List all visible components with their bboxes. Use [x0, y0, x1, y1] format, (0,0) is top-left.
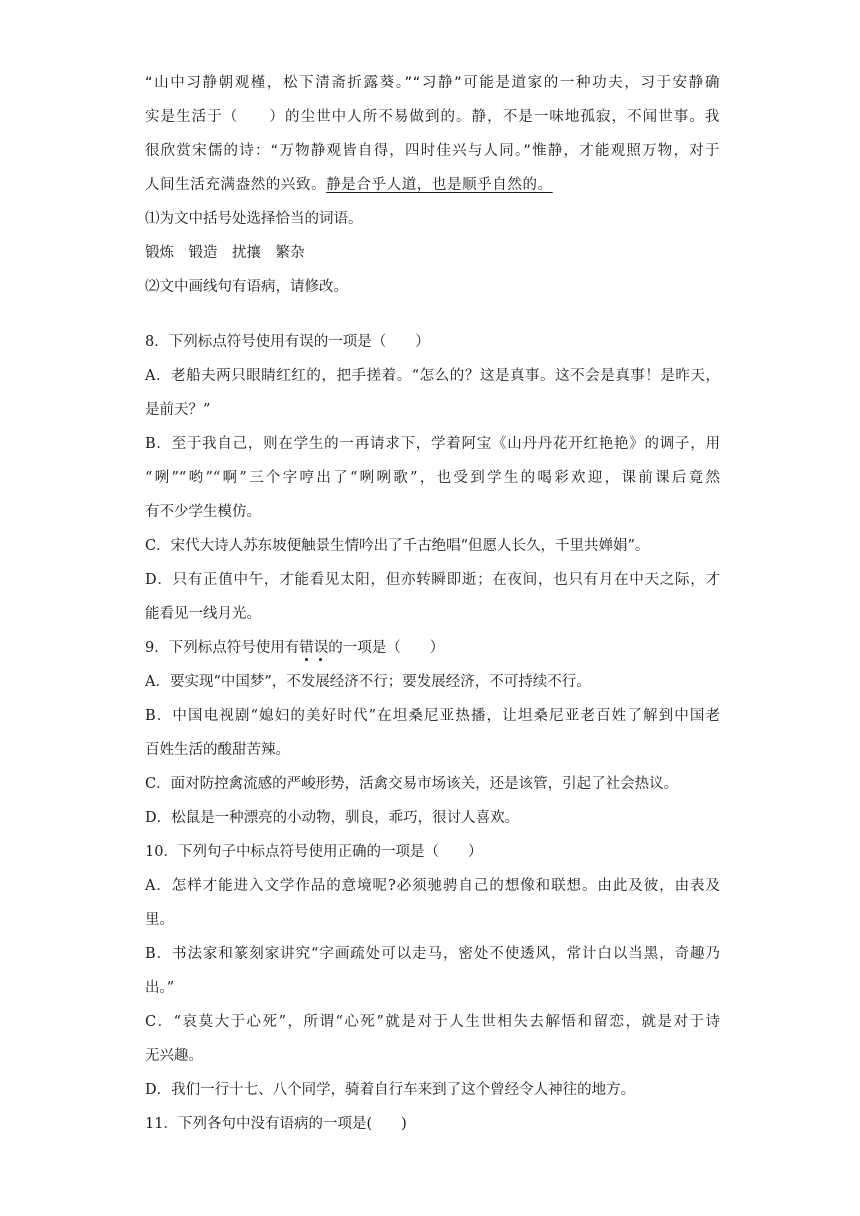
q9-stem-suffix: 的一项是（ ） — [328, 640, 445, 656]
passage-line-3: 很欣赏宋儒的诗：“万物静观皆自得，四时佳兴与人同。”惟静，才能观照万物，对于 — [145, 143, 720, 159]
q10-option-c-line2: 无兴趣。 — [145, 1048, 203, 1064]
q8-option-b-line1: B．至于我自己，则在学生的一再请求下，学着阿宝《山丹丹花开红艳艳》的调子，用 — [145, 436, 720, 452]
subquestion-2: ⑵文中画线句有语病，请修改。 — [145, 279, 348, 295]
q10-option-c-line1: C．“哀莫大于心死”，所谓“心死”就是对于人生世相失去解悟和留恋，就是对于诗 — [145, 1014, 720, 1030]
passage-line-4 — [145, 175, 720, 195]
q9-option-b-line1: B．中国电视剧“媳妇的美好时代”在坦桑尼亚热播，让坦桑尼亚老百姓了解到中国老 — [145, 708, 720, 724]
q9-option-b-line2: 百姓生活的酸甜苦辣。 — [145, 742, 290, 758]
q9-stem-prefix: 9．下列标点符号使用有 — [145, 640, 300, 656]
question-9-stem — [145, 638, 720, 658]
q9-option-d: D．松鼠是一种漂亮的小动物，驯良，乖巧，很讨人喜欢。 — [145, 810, 520, 826]
emphasis-char-1: 错 — [299, 640, 314, 656]
emphasis-char-2: 误 — [313, 640, 329, 656]
q8-option-c: C．宋代大诗人苏东坡便触景生情吟出了千古绝唱“但愿人长久，千里共婵娟”。 — [145, 538, 650, 554]
underlined-sentence: 静是合乎人道，也是顺乎自然的。 — [326, 177, 553, 193]
q10-option-b-line2: 出。” — [145, 980, 175, 996]
q8-option-d-line2: 能看见一线月光。 — [145, 606, 261, 622]
q8-option-b-line3: 有不少学生模仿。 — [145, 504, 261, 520]
passage-line-4-plain: 人间生活充满盎然的兴致。 — [145, 177, 327, 193]
q9-stem-emphasis — [299, 640, 328, 656]
q8-option-a-line1: A．老船夫两只眼睛红红的，把手搓着。“怎么的？这是真事。这不会是真事！是昨天， — [145, 368, 720, 384]
q8-option-d-line1: D．只有正值中午，才能看见太阳，但亦转瞬即逝；在夜间，也只有月在中天之际，才 — [145, 572, 720, 588]
word-options: 锻炼 锻造 扰攘 繁杂 — [145, 245, 305, 261]
q10-option-a-line1: A．怎样才能进入文学作品的意境呢?必须驰骋自己的想像和联想。由此及彼，由表及 — [145, 878, 720, 894]
subquestion-1: ⑴为文中括号处选择恰当的词语。 — [145, 211, 363, 227]
q10-option-d: D．我们一行十七、八个同学，骑着自行车来到了这个曾经令人神往的地方。 — [145, 1082, 636, 1098]
question-8-stem: 8．下列标点符号使用有误的一项是（ ） — [145, 334, 430, 350]
q9-option-c: C．面对防控禽流感的严峻形势，活禽交易市场该关，还是该管，引起了社会热议。 — [145, 776, 679, 792]
q8-option-a-line2: 是前天？” — [145, 402, 211, 418]
passage-line-2: 实是生活于（ ）的尘世中人所不易做到的。静，不是一味地孤寂，不闻世事。我 — [145, 109, 720, 125]
q10-option-a-line2: 里。 — [145, 912, 174, 928]
passage-line-1: “山中习静朝观槿，松下清斋折露葵。”“习静”可能是道家的一种功夫，习于安静确 — [145, 75, 720, 91]
question-10-stem: 10．下列句子中标点符号使用正确的一项是（ ） — [145, 844, 483, 860]
q9-option-a: A．要实现“中国梦”，不发展经济不行；要发展经济，不可持续不行。 — [145, 674, 591, 690]
q10-option-b-line1: B．书法家和篆刻家讲究“字画疏处可以走马，密处不使透风，常计白以当黑，奇趣乃 — [145, 946, 720, 962]
q8-option-b-line2: “咧”“哟”“啊”三个字哼出了“咧咧歌”，也受到学生的喝彩欢迎，课前课后竟然 — [145, 470, 720, 486]
question-11-stem: 11．下列各句中没有语病的一项是( ) — [145, 1116, 407, 1132]
